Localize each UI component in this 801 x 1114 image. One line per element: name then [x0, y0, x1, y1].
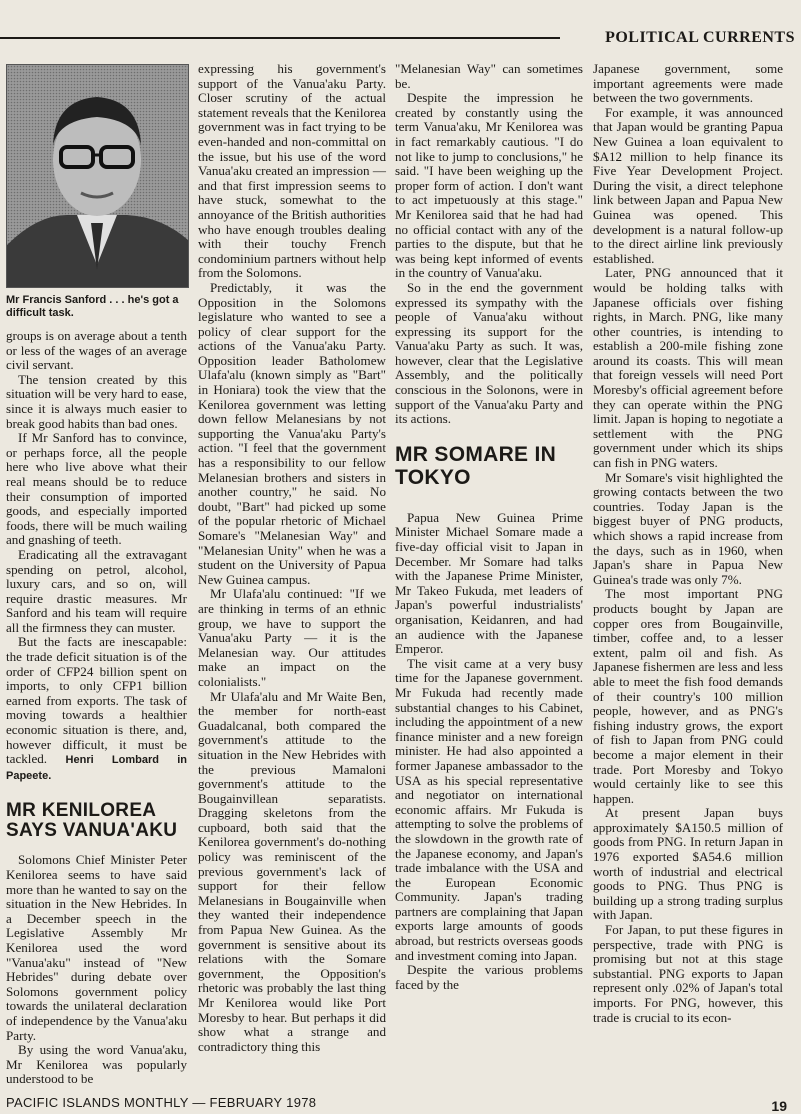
paragraph: The tension created by this situation will be very hard to ease, since it is always much easier to break good habits than bad ones.	[6, 371, 187, 431]
photo-caption: Mr Francis Sanford . . . he's got a difficult task.	[6, 294, 179, 319]
paragraph: Mr Ulafa'alu and Mr Waite Ben, the member for north-east Guadalcanal, both compared the government's attitude to the situation in the New Hebrides with the previous Mamaloni government's attitude to the Bougainvillean separatists. Dragging skeletons from the cupboard, both said that the Kenilorea government's do-nothing policy was reminiscent of the previous government's lack of support for their fellow Melanesians in Bougainville when they wanted their independence from Papua New Guinea. As the government is sensitive about its relations with the Somare government, the Opposition's rhetoric was probably the last thing Mr Kenilorea would like Port Moresby to hear. But perhaps it did show what a strange and contradictory thing this	[198, 688, 386, 1054]
paragraph: Mr Ulafa'alu continued: "If we are thinking in terms of an ethnic group, we have to support the Vanua'aku Party — it is the Melanesian way. Our attitudes make an impact on the colonialists."	[198, 586, 386, 689]
paragraph: Solomons Chief Minister Peter Kenilorea seems to have said more than he wanted to say on the situation in the New Hebrides. In a December speech in the Legislative Assembly Mr Kenilorea used the word "Vanua'aku" instead of "New Hebrides" during debate over Solomons government policy towards the unilateral declaration of independence by the Vanua'aku Party.	[6, 852, 187, 1043]
byline: Henri Lombard in Papeete.	[6, 754, 187, 782]
section-title: POLITICAL CURRENTS	[605, 29, 795, 46]
paragraph: Predictably, it was the Opposition in the Solomons legislature who wanted to see a policy of clear support for the actions of the Vanua'aku Party. Opposition leader Batholomew Ulafa'alu (known simply as "Bart" in Honiara) took the view that the Kenilorea government was letting down fellow Melanesians by not supporting the Vanua'aku Party's action. "I feel that the government has a responsibility to our fellow Melanesian brothers and sisters in another country," he said. No doubt, "Bart" had picked up some of the popular rhetoric of Michael Somare's "Melanesian Way" and "Melanesian Unity" when he was a student on the University of Papua New Guinea campus.	[198, 279, 386, 587]
column-3	[395, 62, 583, 992]
paragraph: The most important PNG products bought by Japan are copper ores from Bougainville, timber, coffee and, to a lesser extent, palm oil and fish. As Japanese fishermen are less and less able to meet the fish food demands of their country's 100 million people, however, and as PNG's fishing industry grows, the export of fish to Japan from PNG could become a major element in their trade. Port Moresby and Tokyo would certainly like to see this happen.	[593, 586, 783, 806]
paragraph: The visit came at a very busy time for the Japanese government. Mr Fukuda had recently made substantial changes to his Cabinet, including the appointment of a new finance minister and a new foreign minister. He had also appointed a former Japanese ambassador to the USA as his special representative and negotiator on international economic affairs. Mr Fukuda is attempting to solve the problems of the slowdown in the growth rate of the Japanese economy, and Japan's trade imbalance with the USA and the European Economic Community. Japan's trading partners are complaining that Japan exports large amounts of goods abroad, but restricts overseas goods and investment coming into Japan.	[395, 655, 583, 963]
footer-publication: PACIFIC ISLANDS MONTHLY — FEBRUARY 1978	[6, 1095, 317, 1110]
column-1	[6, 62, 187, 1087]
column-2	[198, 62, 386, 1054]
paragraph: But the facts are inescapable: the trade deficit situation is of the order of CFP24 billion spent on imports, to only CFP1 billion earned from exports. The task of moving towards a healthier economic situation is there, and, however difficult, it must be tackled. Henri Lombard in Papeete.	[6, 634, 187, 782]
paragraph: Papua New Guinea Prime Minister Michael Somare made a five-day official visit to Japan in December. Mr Somare had talks with the Japanese Prime Minister, Mr Takeo Fukuda, met leaders of Japan's powerful industrialists' organisation, Keidanren, and had an audience with the Japanese Emperor.	[395, 509, 583, 657]
paragraph: Japanese government, some important agreements were made between the two governments.	[593, 61, 783, 106]
paragraph: Later, PNG announced that it would be holding talks with Japanese officials over fishing rights, in March. PNG, like many other countries, is intending to establish a 200-mile fishing zone around its coasts. This will mean that foreign vessels will need Port Moresby's official agreement before they can operate within the PNG limit. Japan is hoping to negotiate a settlement with the PNG government under which its ships can fish in PNG waters.	[593, 265, 783, 471]
paragraph: By using the word Vanua'aku, Mr Kenilorea was popularly understood to be	[6, 1042, 187, 1087]
page-number: 19	[771, 1098, 787, 1114]
paragraph: If Mr Sanford has to convince, or perhaps force, all the people here who live above what their real means should be to reduce their consumption of imported goods, and especially imported foods, there will be much wailing and gnashing of teeth.	[6, 430, 187, 548]
headline-somare: MR SOMARE IN TOKYO	[395, 442, 557, 489]
header-rule	[0, 37, 560, 39]
paragraph: groups is on average about a tenth or less of the wages of an average civil servant.	[6, 328, 187, 373]
paragraph: For Japan, to put these figures in perspective, trade with PNG is promising but not at this stage substantial. PNG exports to Japan represent only .02% of Japan's total imports. For PNG, however, this trade is crucial to its econ-	[593, 922, 783, 1025]
paragraph: For example, it was announced that Japan would be granting Papua New Guinea a loan equivalent to $A12 million to help finance its Five Year Development Project. During the visit, a direct telephone link between Japan and Papua New Guinea was opened. This development is a natural follow-up to the direct airline link previously established.	[593, 104, 783, 266]
paragraph: Despite the various problems faced by the	[395, 962, 583, 992]
portrait-illustration	[7, 65, 188, 287]
paragraph: expressing his government's support of the Vanua'aku Party. Closer scrutiny of the actual statement reveals that the Kenilorea government was in fact trying to be even-handed and non-committal on the issue, but his use of the word Vanua'aku created an impression — and that first impression seems to have stuck, somewhat to the annoyance of the British authorities who have enough troubles dealing with their touchy French condominium partners without help from the Solomons.	[198, 61, 386, 281]
paragraph: Despite the impression he created by constantly using the term Vanua'aku, Mr Kenilorea was in fact remarkably cautious. "I do not like to jump to conclusions," he said. "I have been weighing up the proper form of action. I don't want to act impetuously at this stage." Mr Kenilorea said that he had had no official contact with any of the parties to the dispute, but that he was being kept informed of events in the country of Vanua'aku.	[395, 90, 583, 281]
portrait-photo	[6, 64, 189, 288]
paragraph: At present Japan buys approximately $A150.5 million of goods from PNG. In return Japan in 1976 exported $A54.6 million worth of industrial and electrical goods to PNG. Thus PNG is building up a strong trading surplus with Japan.	[593, 805, 783, 923]
paragraph: So in the end the government expressed its sympathy with the people of Vanua'aku without expressing its support for the Vanua'aku Party as such. It was, however, clear that the Legislative Assembly, and the politically conscious in the Solonons, were in support of the Vanua'aku Party and its actions.	[395, 279, 583, 427]
headline-kenilorea: MR KENILOREA SAYS VANUA'AKU	[6, 800, 178, 842]
paragraph: "Melanesian Way" can sometimes be.	[395, 61, 583, 91]
paragraph: Mr Somare's visit highlighted the growing contacts between the two countries. Today Japan is the biggest buyer of PNG products, which shows a rapid increase from the days, such as in 1960, when Japan's share in Papua New Guinea's trade was only 7%.	[593, 469, 783, 587]
column-4	[593, 62, 783, 1025]
paragraph: Eradicating all the extravagant spending on petrol, alcohol, luxury cars, and so on, will require drastic measures. Mr Sanford and his team will require all the firmness they can muster.	[6, 546, 187, 635]
